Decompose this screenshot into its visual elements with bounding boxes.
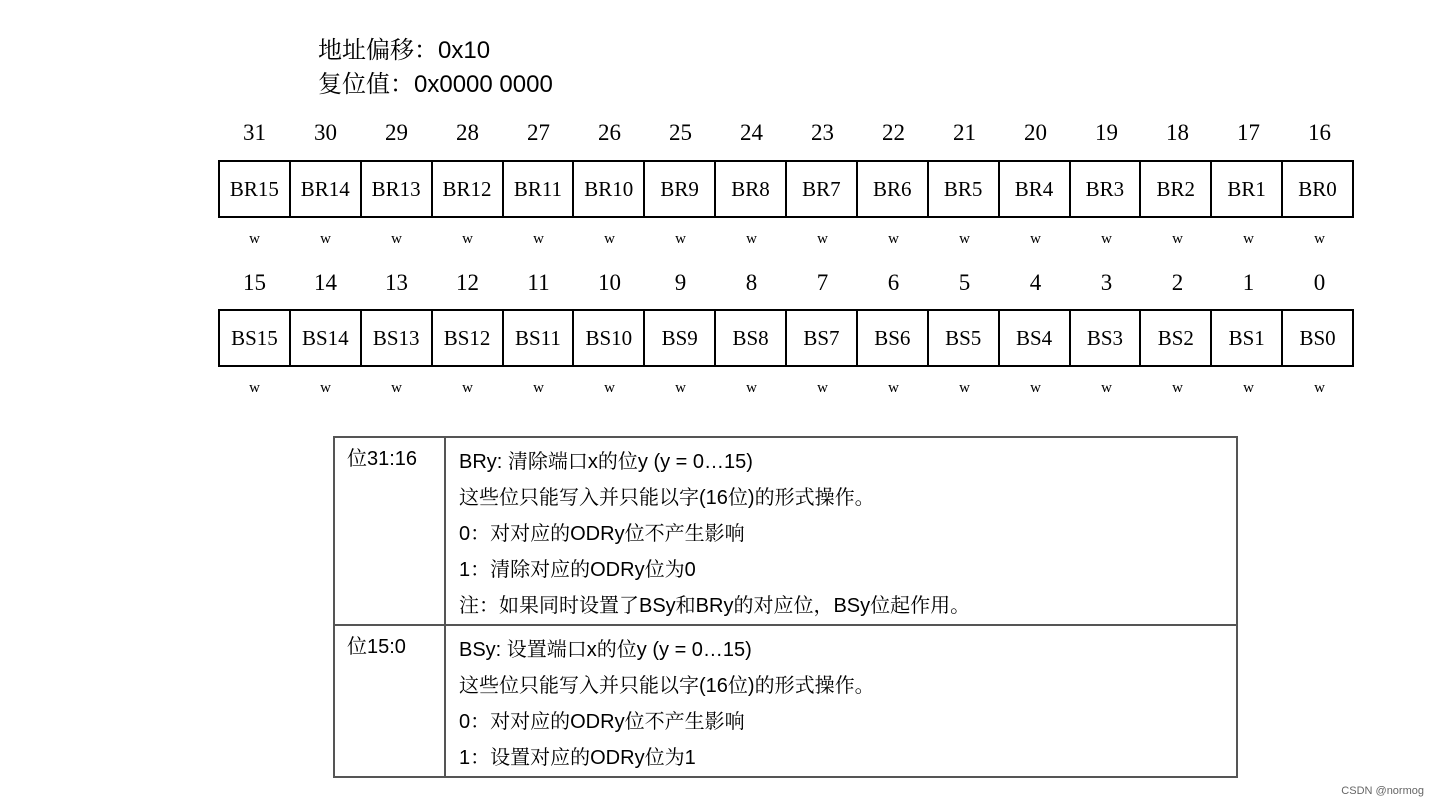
access-type: w	[888, 231, 899, 247]
access-type: w	[675, 380, 686, 396]
bit-field-cell: BR0	[1298, 176, 1337, 201]
bit-field-cell: BS2	[1141, 311, 1212, 365]
bit-number: 5	[958, 270, 971, 295]
bit-field-cell: BR5	[929, 162, 1000, 216]
access-type: w	[533, 380, 544, 396]
bit-number: 2	[1171, 270, 1184, 295]
bit-field-cell: BR8	[716, 162, 787, 216]
access-type: w	[746, 380, 757, 396]
bit-number: 11	[527, 270, 550, 295]
bit-number: 7	[816, 270, 829, 295]
access-type: w	[1243, 380, 1254, 396]
watermark: CSDN @normog	[1341, 785, 1424, 797]
bit-number: 16	[1308, 120, 1331, 145]
description-line: 注：如果同时设置了BSy和BRy的对应位，BSy位起作用。	[459, 595, 971, 617]
bit-field-cell: BS14	[291, 311, 362, 365]
description-line: BSy: 设置端口x的位y (y = 0…15)	[459, 639, 752, 661]
bit-number: 14	[314, 270, 337, 295]
description-line: 0：对对应的ODRy位不产生影响	[459, 523, 745, 545]
upper-access-row	[219, 227, 1355, 251]
bit-number: 29	[385, 120, 408, 145]
bit-field-cell: BS15	[220, 311, 291, 365]
description-text	[446, 626, 1236, 776]
bit-field-cell: BS1	[1212, 311, 1283, 365]
bit-number: 25	[669, 120, 692, 145]
bit-field-cell: BR10	[574, 162, 645, 216]
access-type: w	[1101, 380, 1112, 396]
bit-field-cell: BS4	[1000, 311, 1071, 365]
bit-number: 13	[385, 270, 408, 295]
access-type: w	[817, 231, 828, 247]
bit-range: 位31:16	[335, 438, 446, 624]
access-type: w	[533, 231, 544, 247]
description-row-bs	[335, 624, 1236, 776]
bit-number: 28	[456, 120, 479, 145]
bit-field-cell: BS13	[362, 311, 433, 365]
bit-number: 24	[740, 120, 763, 145]
bit-field-cell: BS3	[1071, 311, 1142, 365]
bit-field-cell: BS10	[574, 311, 645, 365]
bit-number: 9	[674, 270, 687, 295]
lower-register-row	[218, 309, 1354, 367]
bit-field-cell: BR4	[1000, 162, 1071, 216]
bit-field-cell: BR11	[504, 162, 575, 216]
access-type: w	[746, 231, 757, 247]
description-line: 这些位只能写入并只能以字(16位)的形式操作。	[459, 675, 875, 697]
bit-range: 位15:0	[335, 626, 446, 776]
bit-field-cell: BS8	[716, 311, 787, 365]
bit-number: 18	[1166, 120, 1189, 145]
description-line: BRy: 清除端口x的位y (y = 0…15)	[459, 451, 753, 473]
bit-field-cell: BR15	[220, 162, 291, 216]
access-type: w	[959, 231, 970, 247]
bit-number: 15	[243, 270, 266, 295]
bit-field-cell: BR12	[433, 162, 504, 216]
bit-field-cell: BR7	[787, 162, 858, 216]
access-type: w	[462, 231, 473, 247]
bit-number: 6	[887, 270, 900, 295]
access-type: w	[1101, 231, 1112, 247]
access-type: w	[675, 231, 686, 247]
access-type: w	[391, 231, 402, 247]
bit-number: 31	[243, 120, 266, 145]
bit-field-cell: BR14	[291, 162, 362, 216]
bit-field-cell: BR3	[1071, 162, 1142, 216]
bit-field-cell: BS6	[858, 311, 929, 365]
bit-number: 10	[598, 270, 621, 295]
access-type: w	[320, 380, 331, 396]
bit-field-cell: BR1	[1212, 162, 1283, 216]
access-type: w	[1030, 380, 1041, 396]
bit-field-cell: BS0	[1299, 325, 1336, 350]
upper-bit-numbers	[219, 118, 1355, 148]
description-line: 这些位只能写入并只能以字(16位)的形式操作。	[459, 487, 875, 509]
bit-field-cell: BS9	[645, 311, 716, 365]
access-type: w	[1172, 231, 1183, 247]
bit-field-cell: BR6	[858, 162, 929, 216]
access-type: w	[1243, 231, 1254, 247]
access-type: w	[888, 380, 899, 396]
bit-number: 17	[1237, 120, 1260, 145]
access-type: w	[249, 231, 260, 247]
bit-field-cell: BS11	[504, 311, 575, 365]
bit-number: 3	[1100, 270, 1113, 295]
bit-field-cell: BS7	[787, 311, 858, 365]
description-line: 1：清除对应的ODRy位为0	[459, 559, 696, 581]
access-type: w	[391, 380, 402, 396]
access-type: w	[1314, 380, 1325, 396]
description-text	[446, 438, 1236, 624]
bit-number: 1	[1242, 270, 1255, 295]
access-type: w	[817, 380, 828, 396]
access-type: w	[604, 380, 615, 396]
access-type: w	[320, 231, 331, 247]
register-header	[318, 34, 553, 102]
access-type: w	[1030, 231, 1041, 247]
bit-number: 27	[527, 120, 550, 145]
description-line: 0：对对应的ODRy位不产生影响	[459, 711, 745, 733]
description-line: 1：设置对应的ODRy位为1	[459, 747, 696, 769]
access-type: w	[462, 380, 473, 396]
bit-field-cell: BR2	[1141, 162, 1212, 216]
bit-number: 22	[882, 120, 905, 145]
description-row-br	[335, 438, 1236, 624]
reset-value: 复位值：0x0000 0000	[318, 71, 553, 98]
access-type: w	[249, 380, 260, 396]
bit-number: 26	[598, 120, 621, 145]
bit-number: 23	[811, 120, 834, 145]
lower-access-row	[219, 376, 1355, 400]
bit-number: 21	[953, 120, 976, 145]
upper-register-row	[218, 160, 1354, 218]
bit-number: 0	[1313, 270, 1326, 295]
bit-description-table	[333, 436, 1238, 778]
access-type: w	[1314, 231, 1325, 247]
bit-number: 30	[314, 120, 337, 145]
lower-bit-numbers	[219, 268, 1355, 298]
access-type: w	[1172, 380, 1183, 396]
access-type: w	[604, 231, 615, 247]
bit-number: 12	[456, 270, 479, 295]
address-offset: 地址偏移：0x10	[318, 37, 491, 64]
bit-number: 20	[1024, 120, 1047, 145]
bit-number: 19	[1095, 120, 1118, 145]
bit-number: 8	[745, 270, 758, 295]
bit-field-cell: BR13	[362, 162, 433, 216]
access-type: w	[959, 380, 970, 396]
bit-number: 4	[1029, 270, 1042, 295]
bit-field-cell: BR9	[645, 162, 716, 216]
bit-field-cell: BS12	[433, 311, 504, 365]
bit-field-cell: BS5	[929, 311, 1000, 365]
